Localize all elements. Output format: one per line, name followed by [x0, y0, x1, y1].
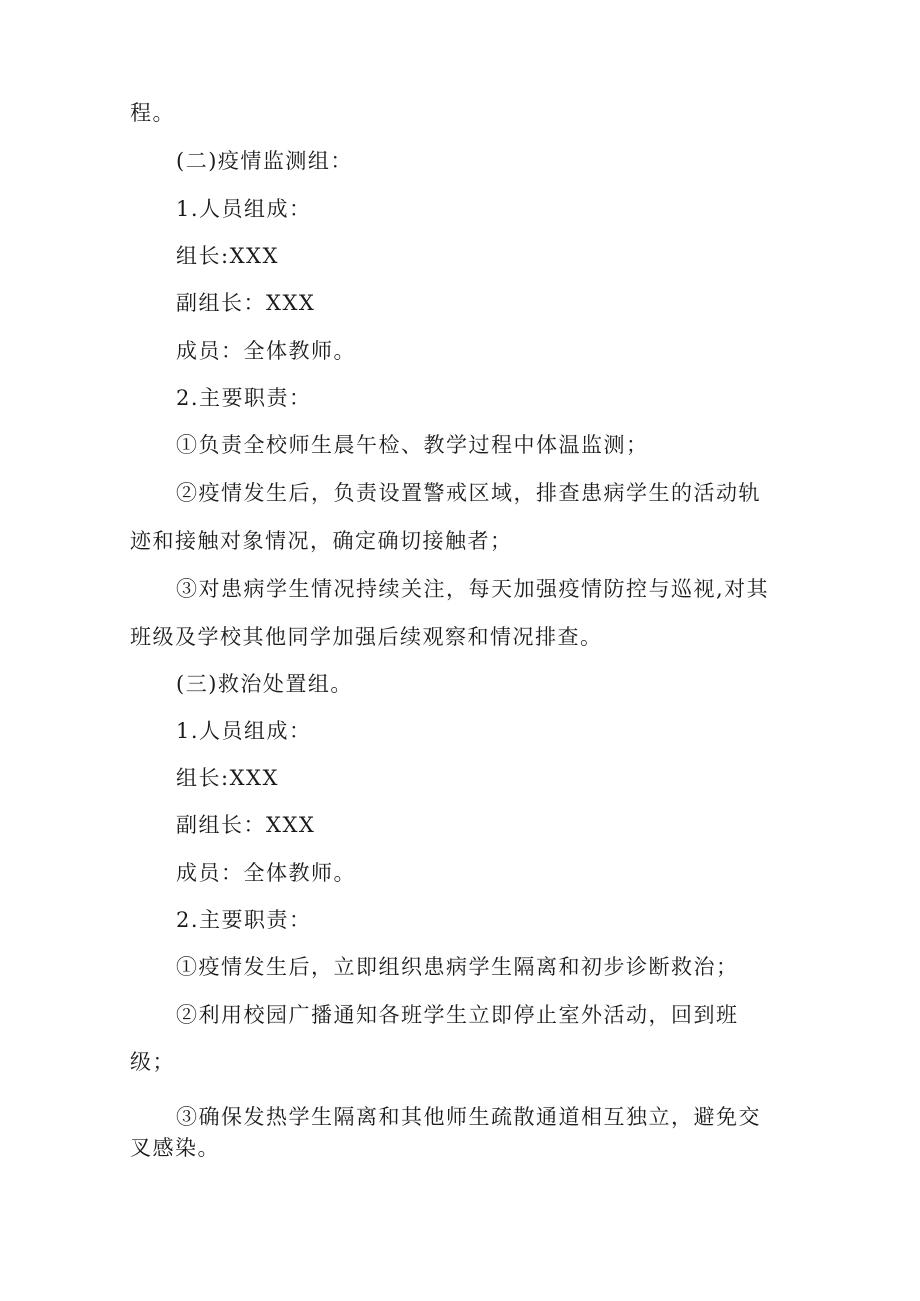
subheading: 2.主要职责：: [176, 386, 312, 410]
text-line: 叉感染。: [130, 1136, 220, 1160]
text-line: ①疫情发生后，立即组织患病学生隔离和初步诊断救治；: [176, 955, 739, 979]
text-line: 班级及学校其他同学加强后续观察和情况排查。: [130, 625, 603, 649]
text-line: 组长:XXX: [176, 766, 279, 790]
text-line: 迹和接触对象情况，确定确切接触者；: [130, 529, 513, 553]
text-line: ②疫情发生后，负责设置警戒区域，排查患病学生的活动轨: [176, 481, 761, 505]
text-line: 成员：全体教师。: [176, 339, 356, 363]
text-line: 副组长：XXX: [176, 291, 316, 315]
text-line: ①负责全校师生晨午检、教学过程中体温监测；: [176, 433, 649, 457]
subheading: 1.人员组成：: [176, 197, 312, 221]
section-heading: (二)疫情监测组：: [176, 149, 353, 173]
text-line: 成员：全体教师。: [176, 861, 356, 885]
text-line: ③确保发热学生隔离和其他师生疏散通道相互独立，避免交: [176, 1105, 761, 1129]
section-heading: (三)救治处置组。: [176, 672, 353, 696]
text-line: ②利用校园广播通知各班学生立即停止室外活动，回到班: [176, 1003, 739, 1027]
text-line: 程。: [130, 101, 175, 125]
text-line: 副组长：XXX: [176, 813, 316, 837]
text-line: 级；: [130, 1050, 175, 1074]
subheading: 2.主要职责：: [176, 908, 312, 932]
text-line: ③对患病学生情况持续关注，每天加强疫情防控与巡视,对其: [176, 577, 770, 601]
text-line: 组长:XXX: [176, 244, 279, 268]
subheading: 1.人员组成：: [176, 719, 312, 743]
